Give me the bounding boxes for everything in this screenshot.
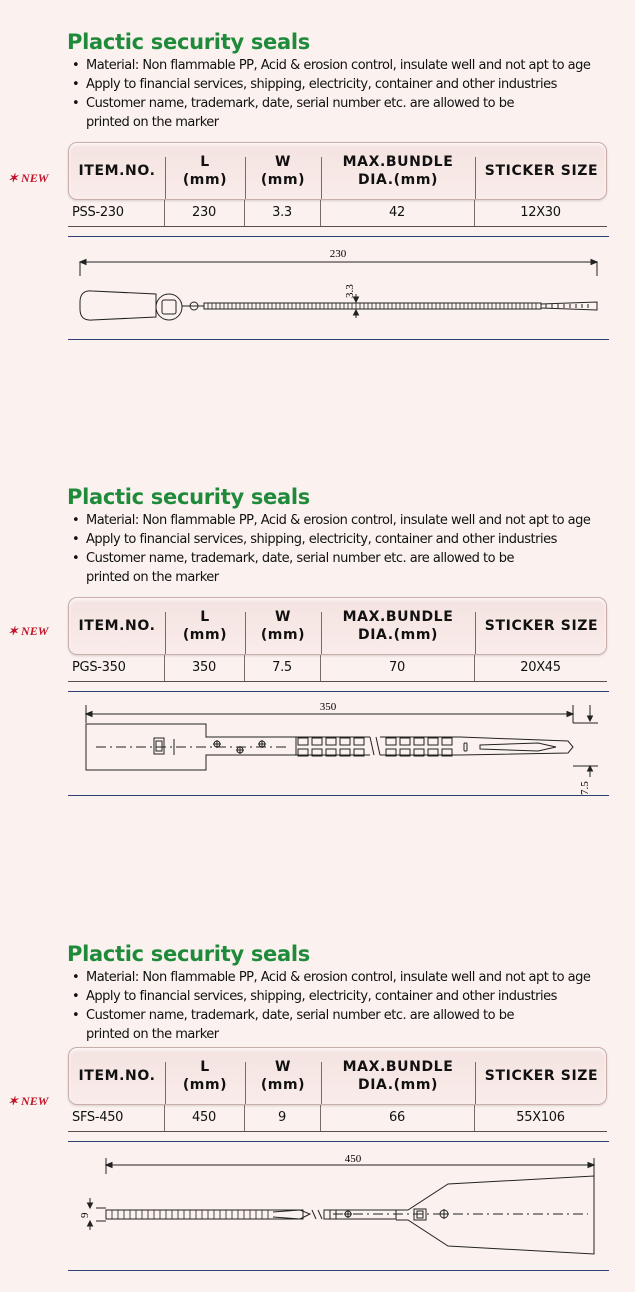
divider-rule xyxy=(68,691,609,692)
feature-item-continuation: printed on the marker xyxy=(86,115,219,130)
feature-list xyxy=(70,511,590,587)
cell-sticker-size: 12X30 xyxy=(520,205,561,220)
length-dimension-label: 350 xyxy=(319,701,337,713)
column-divider xyxy=(244,200,245,226)
feature-item: • Material: Non flammable PP, Acid & erosion control, insulate well and not apt to age xyxy=(70,511,590,530)
seal-diagram xyxy=(68,697,609,797)
feature-item-continuation: printed on the marker xyxy=(86,570,219,585)
column-divider xyxy=(475,612,476,654)
section-title: Plactic security seals xyxy=(67,942,310,966)
new-badge: ✶ NEW xyxy=(8,171,49,185)
cell-length: 230 xyxy=(192,205,216,220)
spec-table xyxy=(68,142,607,227)
divider-rule xyxy=(68,795,609,796)
header-length: L (mm) xyxy=(182,154,228,188)
header-item-no: ITEM.NO. xyxy=(78,1068,156,1084)
column-divider xyxy=(244,1105,245,1131)
strap-teeth xyxy=(112,1210,268,1219)
column-divider xyxy=(475,1062,476,1104)
cell-width: 7.5 xyxy=(272,660,292,675)
new-badge: ✶ NEW xyxy=(8,1094,49,1108)
column-divider xyxy=(474,655,475,681)
feature-item: • Apply to financial services, shipping, electricity, container and other industries xyxy=(70,530,590,549)
divider-rule xyxy=(68,1270,609,1271)
cell-sticker-size: 20X45 xyxy=(520,660,561,675)
column-divider xyxy=(164,1105,165,1131)
column-divider xyxy=(164,655,165,681)
column-divider xyxy=(320,655,321,681)
header-item-no: ITEM.NO. xyxy=(78,163,156,179)
column-divider xyxy=(245,612,246,654)
length-dimension-label: 450 xyxy=(344,1153,362,1165)
width-dimension-label: 7.5 xyxy=(579,781,591,795)
seal-drawing-pss-230 xyxy=(68,242,609,347)
feature-list xyxy=(70,968,590,1044)
strap-teeth xyxy=(208,303,536,309)
cell-max-bundle-dia: 66 xyxy=(389,1110,405,1125)
feature-item: • Customer name, trademark, date, serial number etc. are allowed to be xyxy=(70,94,590,113)
seal-drawing-sfs-450 xyxy=(68,1148,609,1263)
spec-table-header xyxy=(68,142,607,200)
feature-item: • Material: Non flammable PP, Acid & erosion control, insulate well and not apt to age xyxy=(70,56,590,75)
spec-table-header xyxy=(68,1047,607,1105)
new-badge: ✶ NEW xyxy=(8,624,49,638)
cell-length: 350 xyxy=(192,660,216,675)
feature-item: • Material: Non flammable PP, Acid & erosion control, insulate well and not apt to age xyxy=(70,968,590,987)
cell-length: 450 xyxy=(192,1110,216,1125)
section-title: Plactic security seals xyxy=(67,485,310,509)
cell-max-bundle-dia: 70 xyxy=(389,660,405,675)
header-sticker-size: STICKER SIZE xyxy=(484,618,599,634)
header-max-bundle-dia: MAX.BUNDLE DIA.(mm) xyxy=(342,609,454,643)
column-divider xyxy=(320,200,321,226)
spec-table xyxy=(68,597,607,682)
spec-table xyxy=(68,1047,607,1132)
section-title: Plactic security seals xyxy=(67,30,310,54)
cell-item-no: SFS-450 xyxy=(72,1110,124,1125)
table-row xyxy=(68,200,607,227)
column-divider xyxy=(320,1105,321,1131)
feature-list xyxy=(70,56,590,132)
table-row xyxy=(68,1105,607,1132)
header-width: W (mm) xyxy=(260,154,306,188)
column-divider xyxy=(165,157,166,199)
cell-width: 9 xyxy=(278,1110,286,1125)
column-divider xyxy=(321,1062,322,1104)
cell-item-no: PGS-350 xyxy=(72,660,126,675)
column-divider xyxy=(245,157,246,199)
cell-item-no: PSS-230 xyxy=(72,205,124,220)
feature-item: • Apply to financial services, shipping, electricity, container and other industries xyxy=(70,987,590,1006)
column-divider xyxy=(475,157,476,199)
column-divider xyxy=(321,612,322,654)
column-divider xyxy=(165,1062,166,1104)
column-divider xyxy=(245,1062,246,1104)
cell-sticker-size: 55X106 xyxy=(516,1110,565,1125)
header-width: W (mm) xyxy=(260,609,306,643)
header-item-no: ITEM.NO. xyxy=(78,618,156,634)
seal-diagram xyxy=(68,242,609,342)
length-dimension-label: 230 xyxy=(329,248,347,260)
divider-rule xyxy=(68,236,609,237)
feature-item: • Customer name, trademark, date, serial number etc. are allowed to be xyxy=(70,1006,590,1025)
header-length: L (mm) xyxy=(182,609,228,643)
header-sticker-size: STICKER SIZE xyxy=(484,1068,599,1084)
column-divider xyxy=(474,200,475,226)
cell-width: 3.3 xyxy=(272,205,292,220)
divider-rule xyxy=(68,1141,609,1142)
header-width: W (mm) xyxy=(260,1059,306,1093)
header-sticker-size: STICKER SIZE xyxy=(484,163,599,179)
divider-rule xyxy=(68,339,609,340)
header-max-bundle-dia: MAX.BUNDLE DIA.(mm) xyxy=(342,1059,454,1093)
seal-drawing-pgs-350 xyxy=(68,697,609,802)
cell-max-bundle-dia: 42 xyxy=(389,205,405,220)
seal-diagram xyxy=(68,1148,609,1258)
spec-table-header xyxy=(68,597,607,655)
feature-item: • Apply to financial services, shipping, electricity, container and other industries xyxy=(70,75,590,94)
column-divider xyxy=(474,1105,475,1131)
column-divider xyxy=(321,157,322,199)
feature-item-continuation: printed on the marker xyxy=(86,1027,219,1042)
column-divider xyxy=(165,612,166,654)
column-divider xyxy=(164,200,165,226)
header-length: L (mm) xyxy=(182,1059,228,1093)
width-dimension-label: 3.3 xyxy=(344,284,356,298)
strap-ratchet-blocks xyxy=(298,738,452,756)
header-max-bundle-dia: MAX.BUNDLE DIA.(mm) xyxy=(342,154,454,188)
column-divider xyxy=(244,655,245,681)
width-dimension-label: 9 xyxy=(79,1212,91,1218)
table-row xyxy=(68,655,607,682)
feature-item: • Customer name, trademark, date, serial number etc. are allowed to be xyxy=(70,549,590,568)
